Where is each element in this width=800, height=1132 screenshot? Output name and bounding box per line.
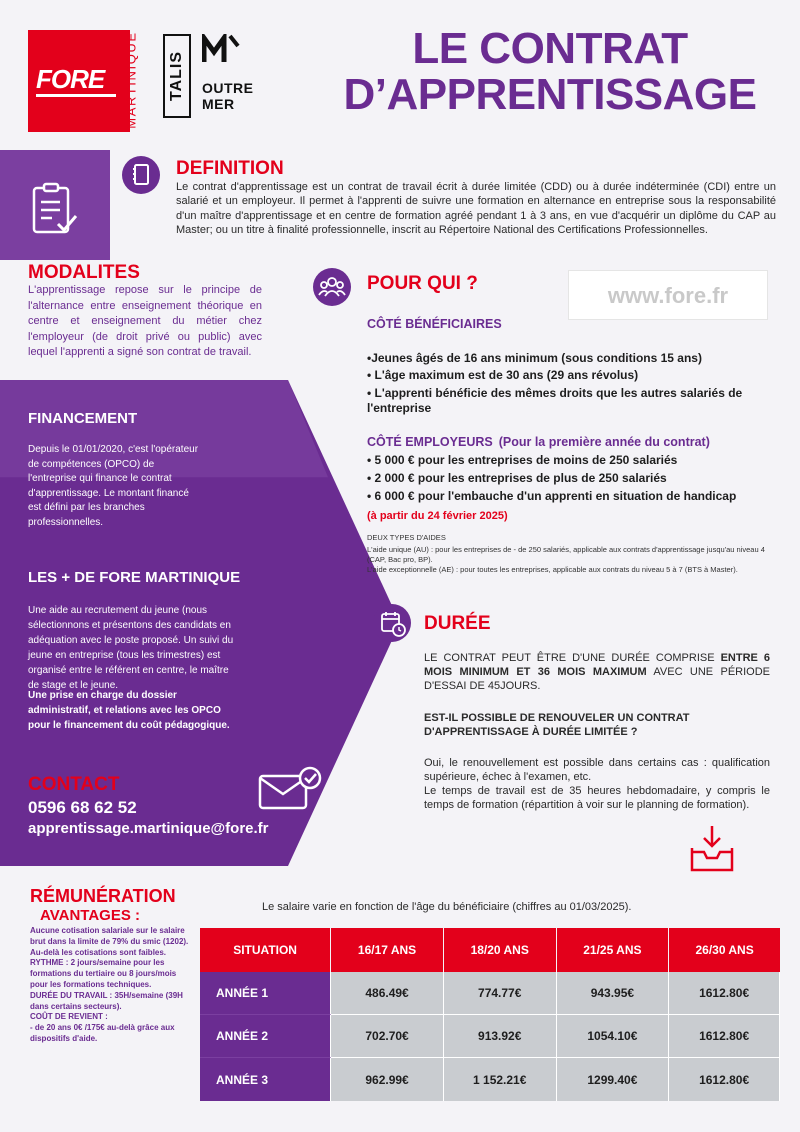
duree-icon-badge [373, 604, 411, 642]
remuneration-title: RÉMUNÉRATION [30, 886, 176, 906]
table-cell: ANNÉE 3 [200, 1058, 331, 1101]
plus-fore-bold-text: Une prise en charge du dossier administratif, et relations avec les OPCO pour le financement du coût pédagogique. [28, 690, 230, 731]
table-cell: 1 152.21€ [444, 1058, 557, 1101]
notebook-icon [122, 156, 160, 194]
table-header: 18/20 ANS [444, 928, 557, 972]
definition-title: DEFINITION [176, 158, 284, 179]
definition-icon-badge [122, 156, 160, 194]
avantages-title: AVANTAGES : [40, 907, 140, 924]
salary-note: Le salaire varie en fonction de l'âge du bénéficiaire (chiffres au 01/03/2025). [262, 901, 632, 913]
table-cell: 962.99€ [331, 1058, 444, 1101]
page-title: LE CONTRAT D’APPRENTISSAGE [343, 24, 757, 119]
duree-question: EST-IL POSSIBLE DE RENOUVELER UN CONTRAT D'APPRENTISSAGE À DURÉE LIMITÉE ? [424, 712, 690, 739]
financement-title: FINANCEMENT [28, 410, 138, 427]
contact-email[interactable]: apprentissage.martinique@fore.fr [28, 820, 269, 837]
table-header: 21/25 ANS [557, 928, 670, 972]
duree-title: DURÉE [424, 613, 491, 634]
plus-fore-text: Une aide au recrutement du jeune (nous sélectionnons et présentons des candidats en adéquation avec le poste proposé. Un suivi du jeune en entreprise (tous les trimestres) est organisé entre le référent en centre, le maître de stage et le jeune. [28, 605, 234, 691]
people-icon [313, 268, 351, 306]
table-header: SITUATION [200, 928, 331, 972]
beneficiaires-title: CÔTÉ BÉNÉFICIAIRES [367, 317, 502, 331]
table-row [200, 1015, 780, 1058]
table-cell: 1612.80€ [669, 1058, 780, 1101]
modalites-title: MODALITES [28, 262, 140, 283]
mail-check-icon [258, 766, 324, 812]
website-link[interactable]: www.fore.fr [568, 270, 768, 320]
list-item: •Jeunes âgés de 16 ans minimum (sous conditions 15 ans) [367, 351, 702, 365]
list-item: • 2 000 € pour les entreprises de plus de 250 salariés [367, 471, 667, 485]
outremer-logo: OUTRE MER [200, 34, 260, 104]
aides-exceptionnelle-text: L'aide exceptionnelle (AE) : pour toutes les entreprises, applicable aux contrats du niveau 5 à 7 (BTS à Master). [367, 565, 738, 574]
table-cell: 943.95€ [557, 972, 670, 1015]
list-item: • 5 000 € pour les entreprises de moins de 250 salariés [367, 453, 678, 467]
table-header-row [200, 928, 780, 972]
contact-title: CONTACT [28, 774, 120, 795]
financement-text: Depuis le 01/01/2020, c'est l'opérateur de compétences (OPCO) de l'entreprise qui finance le contrat d'apprentissage. Le montant financé est défini par les branches professionnelles. [28, 444, 199, 528]
employeurs-date-note: (à partir du 24 février 2025) [367, 510, 508, 522]
aides-unique-text: L'aide unique (AU) : pour les entreprises de - de 250 salariés, applicable aux contrats d'apprentissage jusqu'au niveau 4 (CAP, Bac pro, BP). [367, 545, 765, 564]
list-item: • 6 000 € pour l'embauche d'un apprenti en situation de handicap [367, 489, 737, 503]
modalites-text: L'apprentissage repose sur le principe de l'alternance entre enseignement théorique en centre et enseignement du métier chez l'employeur (de droit privé ou public) avec lequel l'apprenti a signé son contrat de travail. [28, 284, 262, 359]
employeurs-title: CÔTÉ EMPLOYEURS (Pour la première année du contrat) [367, 435, 710, 449]
fore-logo [28, 30, 130, 132]
list-item: COÛT DE REVIENT : [30, 1012, 108, 1022]
list-item: - de 20 ans 0€ /175€ au-delà grâce aux dispositifs d'aide. [30, 1023, 175, 1043]
table-cell: 774.77€ [444, 972, 557, 1015]
outremer-mark-icon [202, 34, 242, 64]
table-cell: 1612.80€ [669, 1015, 780, 1058]
duree-work-time: Le temps de travail est de 35 heures hebdomadaire, y compris le temps de formation (répartition à voir sur le planning de formation). [424, 785, 770, 812]
duree-text: LE CONTRAT PEUT ÊTRE D'UNE DURÉE COMPRISE ENTRE 6 MOIS MINIMUM ET 36 MOIS MAXIMUM AVEC UNE PÉRIODE D'ESSAI DE 45JOURS. [424, 652, 770, 693]
avantages-list [30, 926, 194, 1045]
table-row [200, 972, 780, 1015]
table-row [200, 1058, 780, 1101]
table-cell: 913.92€ [444, 1015, 557, 1058]
table-header: 26/30 ANS [669, 928, 780, 972]
aides-title: DEUX TYPES D'AIDES [367, 533, 446, 542]
table-cell: 1612.80€ [669, 972, 780, 1015]
table-cell: ANNÉE 2 [200, 1015, 331, 1058]
fore-logo-text: FORE [36, 64, 105, 94]
contact-phone[interactable]: 0596 68 62 52 [28, 798, 137, 817]
duree-answer: Oui, le renouvellement est possible dans certains cas : qualification supérieure, échec à l'examen, etc. [424, 757, 770, 784]
list-item: DURÉE DU TRAVAIL : 35H/semaine (39H dans certains secteurs). [30, 990, 183, 1011]
table-cell: 1054.10€ [557, 1015, 670, 1058]
pour-qui-title: POUR QUI ? [367, 273, 478, 294]
tray-download-icon [688, 822, 736, 874]
checklist-icon [30, 182, 80, 238]
talis-logo: TALIS [163, 34, 191, 118]
table-cell: 1299.40€ [557, 1058, 670, 1101]
plus-fore-title: LES + DE FORE MARTINIQUE [28, 569, 241, 586]
table-header: 16/17 ANS [331, 928, 444, 972]
pour-qui-icon-badge [313, 268, 351, 306]
list-item: • L'apprenti bénéficie des mêmes droits que les autres salariés de l'entreprise [367, 386, 743, 415]
table-cell: ANNÉE 1 [200, 972, 331, 1015]
martinique-logo-label: MARTINIQUE [123, 31, 139, 129]
list-item: • L'âge maximum est de 30 ans (29 ans révolus) [367, 368, 639, 382]
list-item: Aucune cotisation salariale sur le salaire brut dans la limite de 79% du smic (1202). Au-delà les cotisations sont faibles. [30, 926, 189, 957]
table-cell: 702.70€ [331, 1015, 444, 1058]
table-cell: 486.49€ [331, 972, 444, 1015]
salary-table [200, 928, 780, 1101]
list-item: RYTHME : 2 jours/semaine pour les formations du tertiaire ou 8 jours/mois pour les formations techniques. [30, 958, 177, 989]
calendar-clock-icon [373, 604, 411, 642]
definition-text: Le contrat d'apprentissage est un contrat de travail écrit à durée limitée (CDD) ou à durée indéterminée (CDI) entre un salarié et un employeur. Il permet à l'apprenti de suivre une formation en alternance en entreprise sous la responsabilité d'un maître d'apprentissage et en centre de formation agréé pendant 1 à 3 ans, en vue d'acquérir un diplôme du CAP au Master; ou un titre à finalité professionnelle, inscrit au Répertoire National des Certifications Professionnelles. [176, 181, 776, 237]
